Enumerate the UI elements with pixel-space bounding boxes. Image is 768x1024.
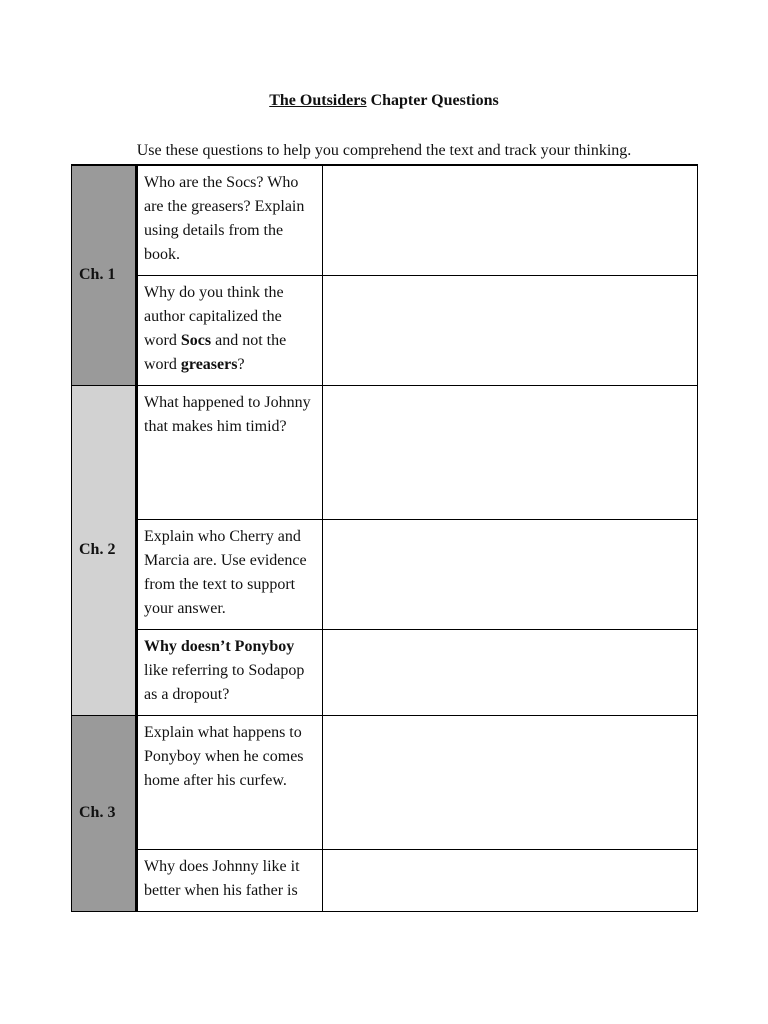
table-row (72, 849, 698, 911)
answer-cell[interactable] (323, 165, 698, 275)
answer-cell[interactable] (323, 519, 698, 629)
page-title (0, 92, 768, 110)
book-title: The Outsiders (269, 92, 367, 109)
questions-table (71, 164, 698, 912)
table-row (72, 715, 698, 849)
chapter-label-2: Ch. 2 (72, 385, 137, 715)
title-rest: Chapter Questions (366, 92, 499, 109)
question-cell: Explain what happens to Ponyboy when he comes home after his curfew. (137, 715, 323, 849)
answer-cell[interactable] (323, 275, 698, 385)
emphasis-question: Why doesn’t Ponyboy (144, 637, 295, 655)
question-cell: Why doesn’t Ponyboy like referring to Sodapop as a dropout? (137, 629, 323, 715)
answer-cell[interactable] (323, 849, 698, 911)
question-cell: Who are the Socs? Who are the greasers? Explain using details from the book. (137, 165, 323, 275)
table-row (72, 165, 698, 275)
intro-text: Use these questions to help you comprehend the text and track your thinking. (136, 142, 632, 159)
answer-cell[interactable] (323, 385, 698, 519)
question-cell: What happened to Johnny that makes him timid? (137, 385, 323, 519)
emphasis-socs: Socs (180, 331, 212, 349)
question-cell: Explain who Cherry and Marcia are. Use evidence from the text to support your answer. (137, 519, 323, 629)
question-cell: Why do you think the author capitalized the word Socs and not the word greasers? (137, 275, 323, 385)
answer-cell[interactable] (323, 629, 698, 715)
table-row (72, 629, 698, 715)
emphasis-greasers: greasers (180, 355, 238, 373)
table-row (72, 519, 698, 629)
question-cell: Why does Johnny like it better when his father is (137, 849, 323, 911)
chapter-label-1: Ch. 1 (72, 165, 137, 385)
table-row (72, 385, 698, 519)
table-row (72, 275, 698, 385)
answer-cell[interactable] (323, 715, 698, 849)
chapter-label-3: Ch. 3 (72, 715, 137, 911)
